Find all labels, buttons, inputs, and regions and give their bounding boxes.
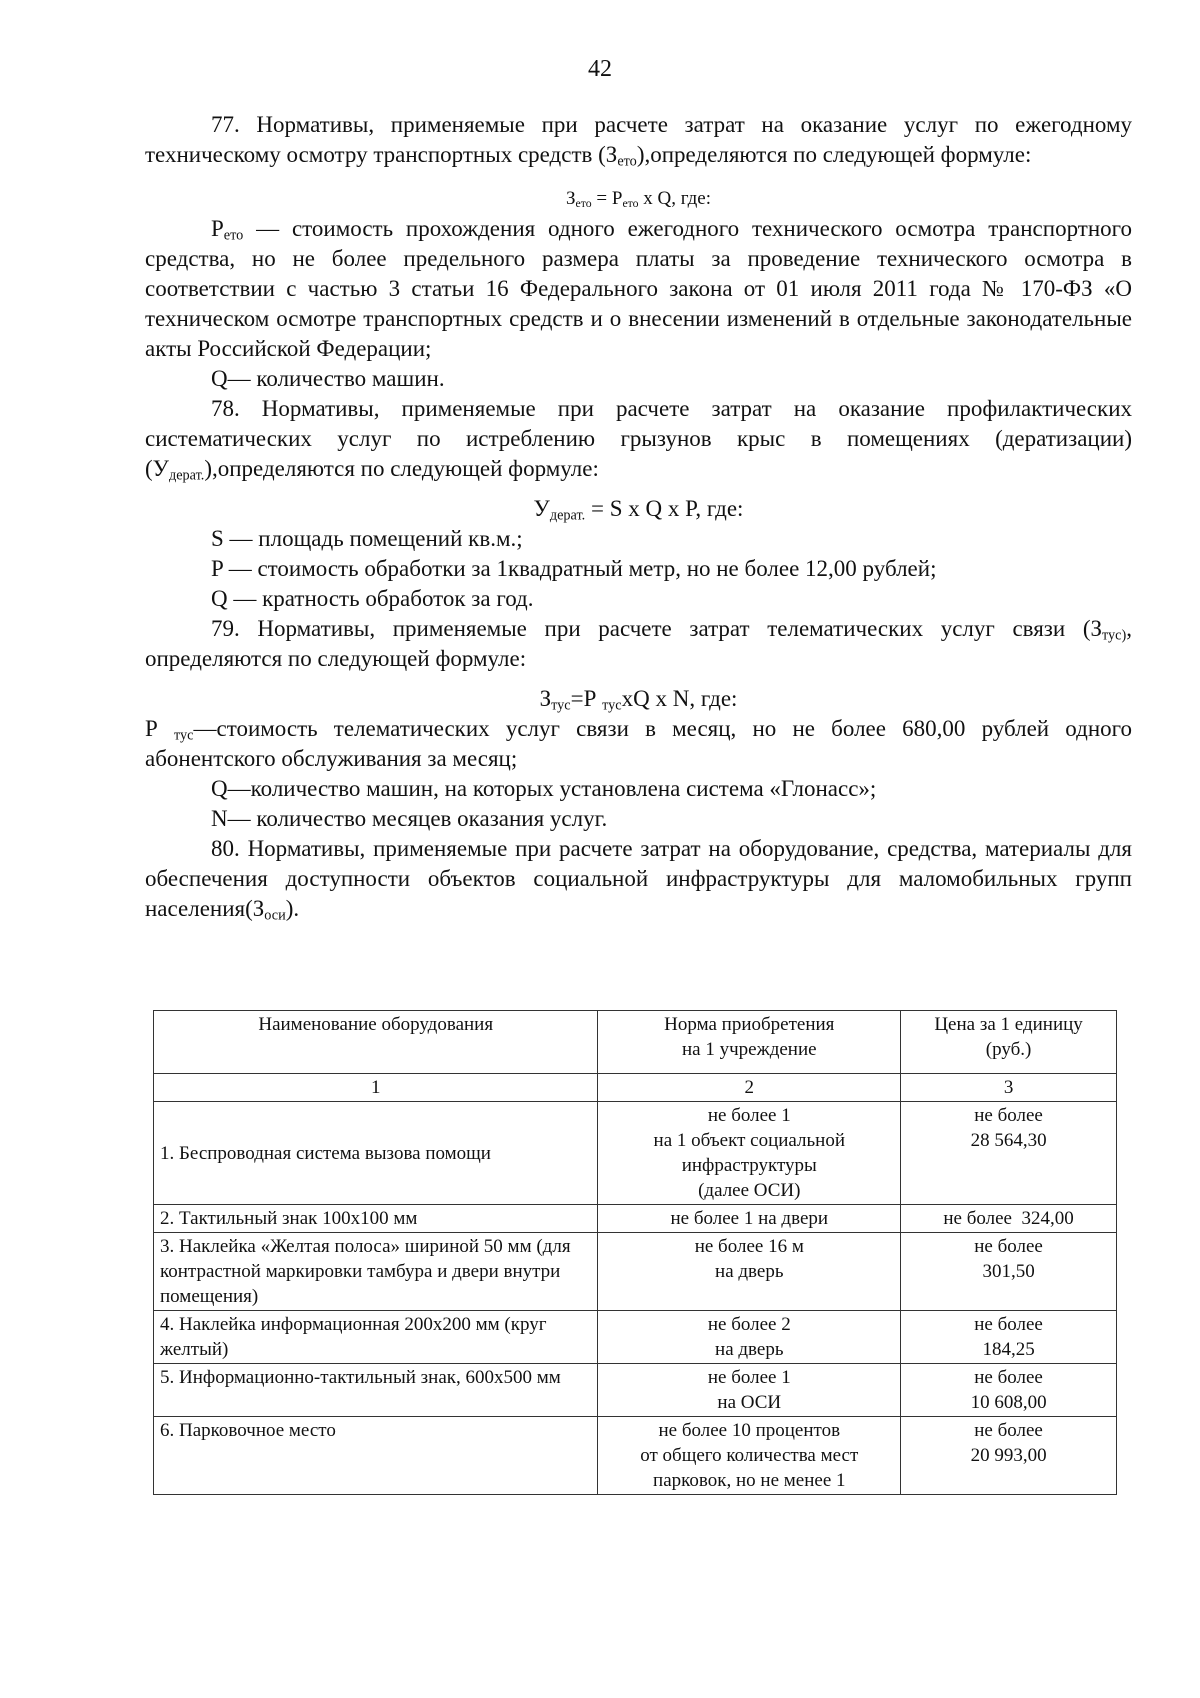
table-header-name: Наименование оборудования bbox=[154, 1011, 598, 1074]
table-cell-name: 6. Парковочное место bbox=[154, 1417, 598, 1495]
table-col-number: 3 bbox=[901, 1074, 1117, 1102]
section-77-intro: 77. Нормативы, применяемые при расчете затрат на оказание услуг по ежегодному техническому осмотру транспортных средств $(З_{ето}),определяются$ по следующей формуле: bbox=[145, 112, 1132, 170]
table-row bbox=[154, 1311, 1117, 1364]
section-79-intro: 79. Нормативы, применяемые при расчете затрат телематических услуг связи ($З_{тус)}$, определяются по следующей формуле: bbox=[145, 616, 1132, 671]
table-row bbox=[154, 1102, 1117, 1205]
equipment-table bbox=[153, 1010, 1117, 1495]
table-cell-norm: не более 2 на дверь bbox=[598, 1311, 901, 1364]
table-cell-norm: не более 1 на 1 объект социальной инфраструктуры (далее ОСИ) bbox=[598, 1102, 901, 1205]
section-78-def-s: S — площадь помещений кв.м.; bbox=[211, 526, 523, 551]
section-79-def-p: Р $_{тус}$—стоимость телематических услуг связи в месяц, но не более 680,00 рублей одного абонентского обслуживания за месяц; bbox=[145, 716, 1132, 771]
table-cell-name: 2. Тактильный знак 100х100 мм bbox=[154, 1205, 598, 1233]
section-79-def-n: N— количество месяцев оказания услуг. bbox=[211, 806, 608, 831]
table-header-row bbox=[154, 1011, 1117, 1074]
table-cell-price: не более 324,00 bbox=[901, 1205, 1117, 1233]
section-77-def-p: $Р_{ето}$ — стоимость прохождения одного ежегодного технического осмотра транспортного средства, но не более предельного размера платы за проведение технического осмотра в соответствии с частью 3 статьи 16 Федерального закона от 01 июля 2011 года № 170-ФЗ «О техническом осмотре транспортных средств и о внесении изменений в отдельные законодательные акты Российской Федерации; bbox=[145, 216, 1132, 361]
table-cell-price: не более 28 564,30 bbox=[901, 1102, 1117, 1205]
table-number-row bbox=[154, 1074, 1117, 1102]
table-col-number: 2 bbox=[598, 1074, 901, 1102]
table-cell-name: 5. Информационно-тактильный знак, 600х500 мм bbox=[154, 1364, 598, 1417]
table-cell-norm: не более 1 на двери bbox=[598, 1205, 901, 1233]
table-cell-norm: не более 16 м на дверь bbox=[598, 1233, 901, 1311]
section-78-def-p: P — стоимость обработки за 1квадратный метр, но не более 12,00 рублей; bbox=[211, 556, 937, 581]
section-78-intro: 78. Нормативы, применяемые при расчете затрат на оказание профилактических систематических услуг по истреблению грызунов крыс в помещениях (дератизации) $(У_{дерат.}),определяются$ по следующей формуле: bbox=[145, 396, 1132, 484]
table-row bbox=[154, 1417, 1117, 1495]
table-col-number: 1 bbox=[154, 1074, 598, 1102]
table-cell-norm: не более 10 процентов от общего количества мест парковок, но не менее 1 bbox=[598, 1417, 901, 1495]
page-number: 42 bbox=[588, 56, 612, 82]
section-77-def-q: Q— количество машин. bbox=[211, 366, 445, 391]
table-cell-norm: не более 1 на ОСИ bbox=[598, 1364, 901, 1417]
section-80-intro: 80. Нормативы, применяемые при расчете затрат на оборудование, средства, материалы для обеспечения доступности объектов социальной инфраструктуры для маломобильных групп $населения(З_{оси})$. bbox=[145, 836, 1132, 924]
table-row bbox=[154, 1205, 1117, 1233]
table-cell-name: 4. Наклейка информационная 200х200 мм (круг желтый) bbox=[154, 1311, 598, 1364]
section-78-def-q: Q — кратность обработок за год. bbox=[211, 586, 534, 611]
table-cell-price: не более 20 993,00 bbox=[901, 1417, 1117, 1495]
table-row bbox=[154, 1233, 1117, 1311]
section-79-formula: $З_{тус}=Р$ $_{тус}$xQ x N, где: bbox=[539, 686, 738, 714]
table-cell-price: не более 10 608,00 bbox=[901, 1364, 1117, 1417]
table-header-norm: Норма приобретения на 1 учреждение bbox=[598, 1011, 901, 1074]
table-cell-name: 3. Наклейка «Желтая полоса» шириной 50 мм (для контрастной маркировки тамбура и двери внутри помещения) bbox=[154, 1233, 598, 1311]
document-body bbox=[145, 110, 1132, 924]
table-header-price: Цена за 1 единицу (руб.) bbox=[901, 1011, 1117, 1074]
table-cell-price: не более 184,25 bbox=[901, 1311, 1117, 1364]
table-cell-name: 1. Беспроводная система вызова помощи bbox=[154, 1102, 598, 1205]
section-77-formula: $З_{ето} = Р_{ето}$ x Q, где: bbox=[566, 188, 711, 210]
section-78-formula: $У_{дерат.} = S$ x Q x P, где: bbox=[533, 496, 744, 524]
table-row bbox=[154, 1364, 1117, 1417]
section-79-def-q: Q—количество машин, на которых установлена система «Глонасс»; bbox=[211, 776, 877, 801]
table-cell-price: не более 301,50 bbox=[901, 1233, 1117, 1311]
